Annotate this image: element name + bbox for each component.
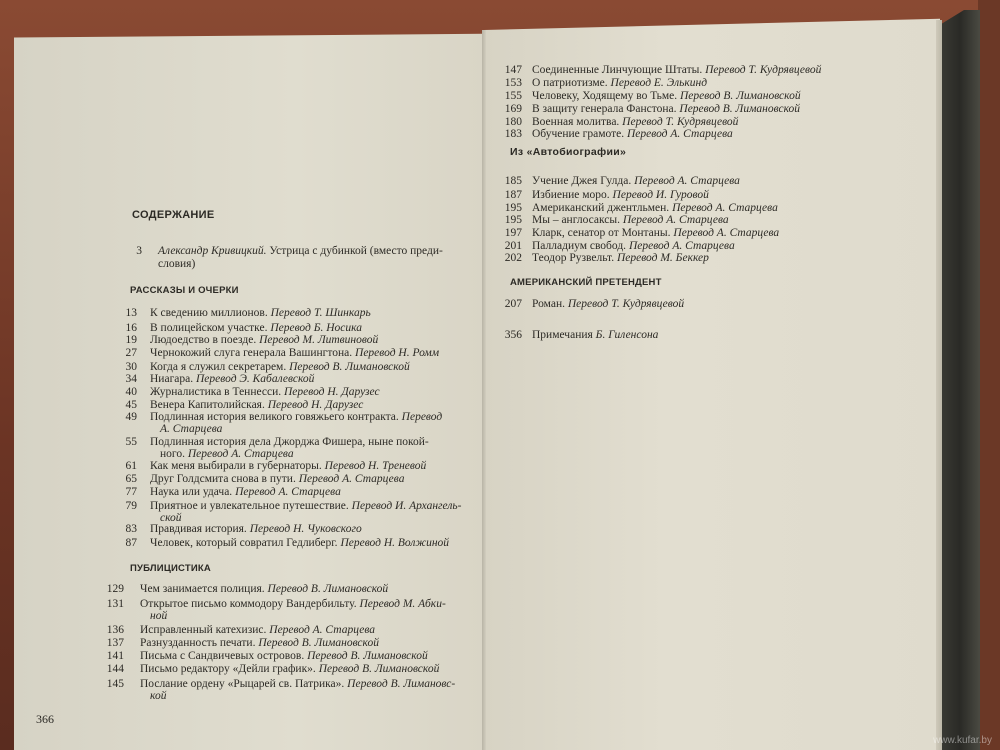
toc-title: Друг Голдсмита снова в пути. [150,473,296,485]
toc-translator: Перевод А. Старцева [673,227,780,239]
toc-page-number: 155 [504,90,522,102]
toc-page-number: 145 [106,678,124,690]
page-edges [936,20,942,750]
section-autobiography: Из «Автобиографии» [510,146,627,158]
toc-title: Как меня выбирали в губернаторы. [150,460,322,472]
toc-title: Письма с Сандвичевых островов. [140,650,305,662]
toc-page-number: 13 [125,307,137,319]
toc-page-number: 30 [125,361,137,373]
toc-title: Ниагара. [150,373,194,385]
toc-title-cont: словия) [158,258,196,270]
toc-title: Учение Джея Гулда. [532,175,632,187]
toc-title: Человеку, Ходящему во Тьме. [532,90,678,102]
toc-translator: Перевод М. Беккер [616,252,709,264]
toc-translator: Перевод В. Лимановской [318,663,440,675]
toc-title-cont: ного. [160,448,185,460]
toc-title: Избиение моро. [532,189,610,201]
toc-title: Когда я служил секретарем. [150,361,287,373]
toc-page-number: 201 [504,240,522,252]
toc-page-number: 34 [125,373,137,385]
toc-page-number: 141 [106,650,124,662]
toc-translator: Перевод Т. Кудрявцевой [622,116,739,128]
toc-translator: Перевод Б. Носика [270,322,363,334]
toc-page-number: 180 [504,116,522,128]
toc-title: Соединенные Линчующие Штаты. [532,64,703,76]
toc-page-number: 153 [504,77,522,89]
toc-title: Военная молитва. [532,116,620,128]
toc-page-number: 137 [106,637,124,649]
toc-page-number: 147 [504,64,522,76]
toc-translator: Перевод М. Литвиновой [259,334,379,346]
toc-translator: Перевод В. Лимановской [267,583,389,595]
contents-heading: СОДЕРЖАНИЕ [132,209,215,221]
toc-title: Человек, который совратил Гедлиберг. [150,537,338,549]
toc-translator: Перевод Н. Волжиной [340,537,450,549]
toc-translator: Перевод В. Лимановской [258,637,379,649]
toc-page-number: 55 [125,436,137,448]
toc-translator: Перевод А. Старцева [672,202,778,214]
toc-title: Теодор Рузвельт. [532,252,615,264]
toc-title: Послание ордену «Рыцарей св. Патрика». [140,678,345,690]
toc-translator: Б. Гиленсона [595,329,659,341]
toc-translator: Перевод Т. Кудрявцевой [567,298,685,310]
book-cover [940,10,980,750]
toc-translator-cont: ной [150,610,168,622]
toc-page-number: 40 [125,386,137,398]
watermark: www.kufar.by [933,735,992,746]
toc-page-number: 169 [504,103,522,115]
toc-page-number: 185 [504,175,522,187]
toc-translator: Перевод А. Старцева [269,624,376,636]
toc-title: Кларк, сенатор от Монтаны. [532,227,671,239]
toc-title: Разнузданность печати. [140,637,256,649]
toc-translator: Перевод В. Лимановской [679,90,801,102]
toc-title: Подлинная история великого говяжьего контракта. [150,411,399,423]
toc-page-number: 195 [504,202,522,214]
toc-translator-cont: кой [150,690,167,702]
toc-page-number: 129 [106,583,124,595]
toc-page-number: 45 [125,399,137,411]
toc-translator: Перевод А. Старцева [298,473,405,485]
toc-title: К сведению миллионов. [150,307,268,319]
toc-translator: Перевод А. Старцева [634,175,740,187]
section-essays: ПУБЛИЦИСТИКА [130,563,211,574]
toc-translator: Перевод В. Лимановс- [347,678,456,690]
toc-translator: Перевод Е. Элькинд [610,77,708,89]
toc-title: Чернокожий слуга генерала Вашингтона. [150,347,353,359]
toc-translator: Перевод Н. Чуковского [249,523,362,535]
toc-translator: Перевод [401,411,443,423]
toc-translator: Перевод В. Лимановской [289,361,410,373]
toc-translator: Перевод И. Гуровой [612,189,709,201]
toc-title: Открытое письмо коммодору Вандербильту. [140,598,357,610]
toc-page-number: 79 [125,500,137,512]
toc-translator: Перевод В. Лимановской [307,650,428,662]
toc-title: Роман. [532,298,565,310]
toc-translator: Перевод В. Лимановской [679,103,801,115]
section-stories: РАССКАЗЫ И ОЧЕРКИ [130,285,239,296]
section-pretender: АМЕРИКАНСКИЙ ПРЕТЕНДЕНТ [510,277,662,288]
toc-translator: Перевод А. Старцева [622,214,729,226]
toc-translator: Перевод И. Архангель- [351,500,462,512]
toc-page-number: 197 [504,227,522,239]
toc-page-number: 87 [125,537,137,549]
toc-title: Исправленный катехизис. [140,624,267,636]
toc-title: В защиту генерала Фанстона. [532,103,677,115]
toc-page-number: 356 [504,329,522,341]
toc-title: Палладиум свобод. [532,240,627,252]
toc-translator-cont: Перевод А. Старцева [187,448,294,460]
toc-page-number: 207 [504,298,522,310]
toc-translator: Перевод Э. Кабалевской [196,373,315,385]
toc-translator: Перевод А. Старцева [626,128,733,140]
toc-title: Наука или удача. [150,486,233,498]
book-gutter [482,30,486,750]
toc-page-number: 77 [125,486,137,498]
toc-page-number: 131 [106,598,124,610]
toc-title: Обучение грамоте. [532,128,625,140]
toc-translator: Перевод Н. Треневой [324,460,427,472]
toc-translator-cont: ской [160,512,182,524]
toc-page-number: 187 [504,189,522,201]
toc-title: Американский джентльмен. [532,202,670,214]
toc-title: Письмо редактору «Дейли график». [140,663,316,675]
toc-translator: Перевод А. Старцева [235,486,341,498]
toc-translator: Перевод Т. Шинкарь [270,307,371,319]
toc-page-number: 65 [125,473,137,485]
toc-title: Подлинная история дела Джорджа Фишера, ныне покой- [150,436,429,448]
toc-translator: Перевод А. Старцева [628,240,735,252]
toc-page-number: 19 [125,334,137,346]
toc-title: Людоедство в поезде. [150,334,257,346]
toc-page-number: 49 [125,411,137,423]
toc-title: Примечания [532,329,593,341]
toc-title: В полицейском участке. [150,322,268,334]
toc-translator-cont: А. Старцева [160,423,223,435]
toc-title: Устрица с дубинкой (вместо преди- [266,245,443,257]
toc-title: О патриотизме. [532,77,608,89]
toc-translator: Перевод Н. Дарузес [267,399,364,411]
toc-title: Венера Капитолийская. [150,399,265,411]
toc-title: Чем занимается полиция. [140,583,265,595]
toc-translator: Перевод Н. Ромм [355,347,440,359]
toc-page-number: 136 [106,624,124,636]
toc-translator: Перевод М. Абки- [359,598,446,610]
toc-page-number: 83 [125,523,137,535]
page-number: 366 [36,712,54,726]
toc-title: Журналистика в Теннесси. [150,386,282,398]
toc-page-number: 3 [136,245,142,257]
toc-page-number: 195 [504,214,522,226]
toc-page-number: 16 [125,322,137,334]
toc-title: Мы – англосаксы. [532,214,620,226]
toc-title: Правдивая история. [150,523,247,535]
toc-title: Приятное и увлекательное путешествие. [150,500,349,512]
toc-author: Александр Кривицкий. [158,245,267,257]
toc-page-number: 27 [125,347,137,359]
toc-page-number: 61 [125,460,137,472]
toc-translator: Перевод Н. Дарузес [283,386,380,398]
toc-page-number: 202 [504,252,522,264]
table-edge [978,0,1000,750]
toc-page-number: 183 [504,128,522,140]
toc-page-number: 144 [106,663,124,675]
toc-translator: Перевод Т. Кудрявцевой [705,64,822,76]
